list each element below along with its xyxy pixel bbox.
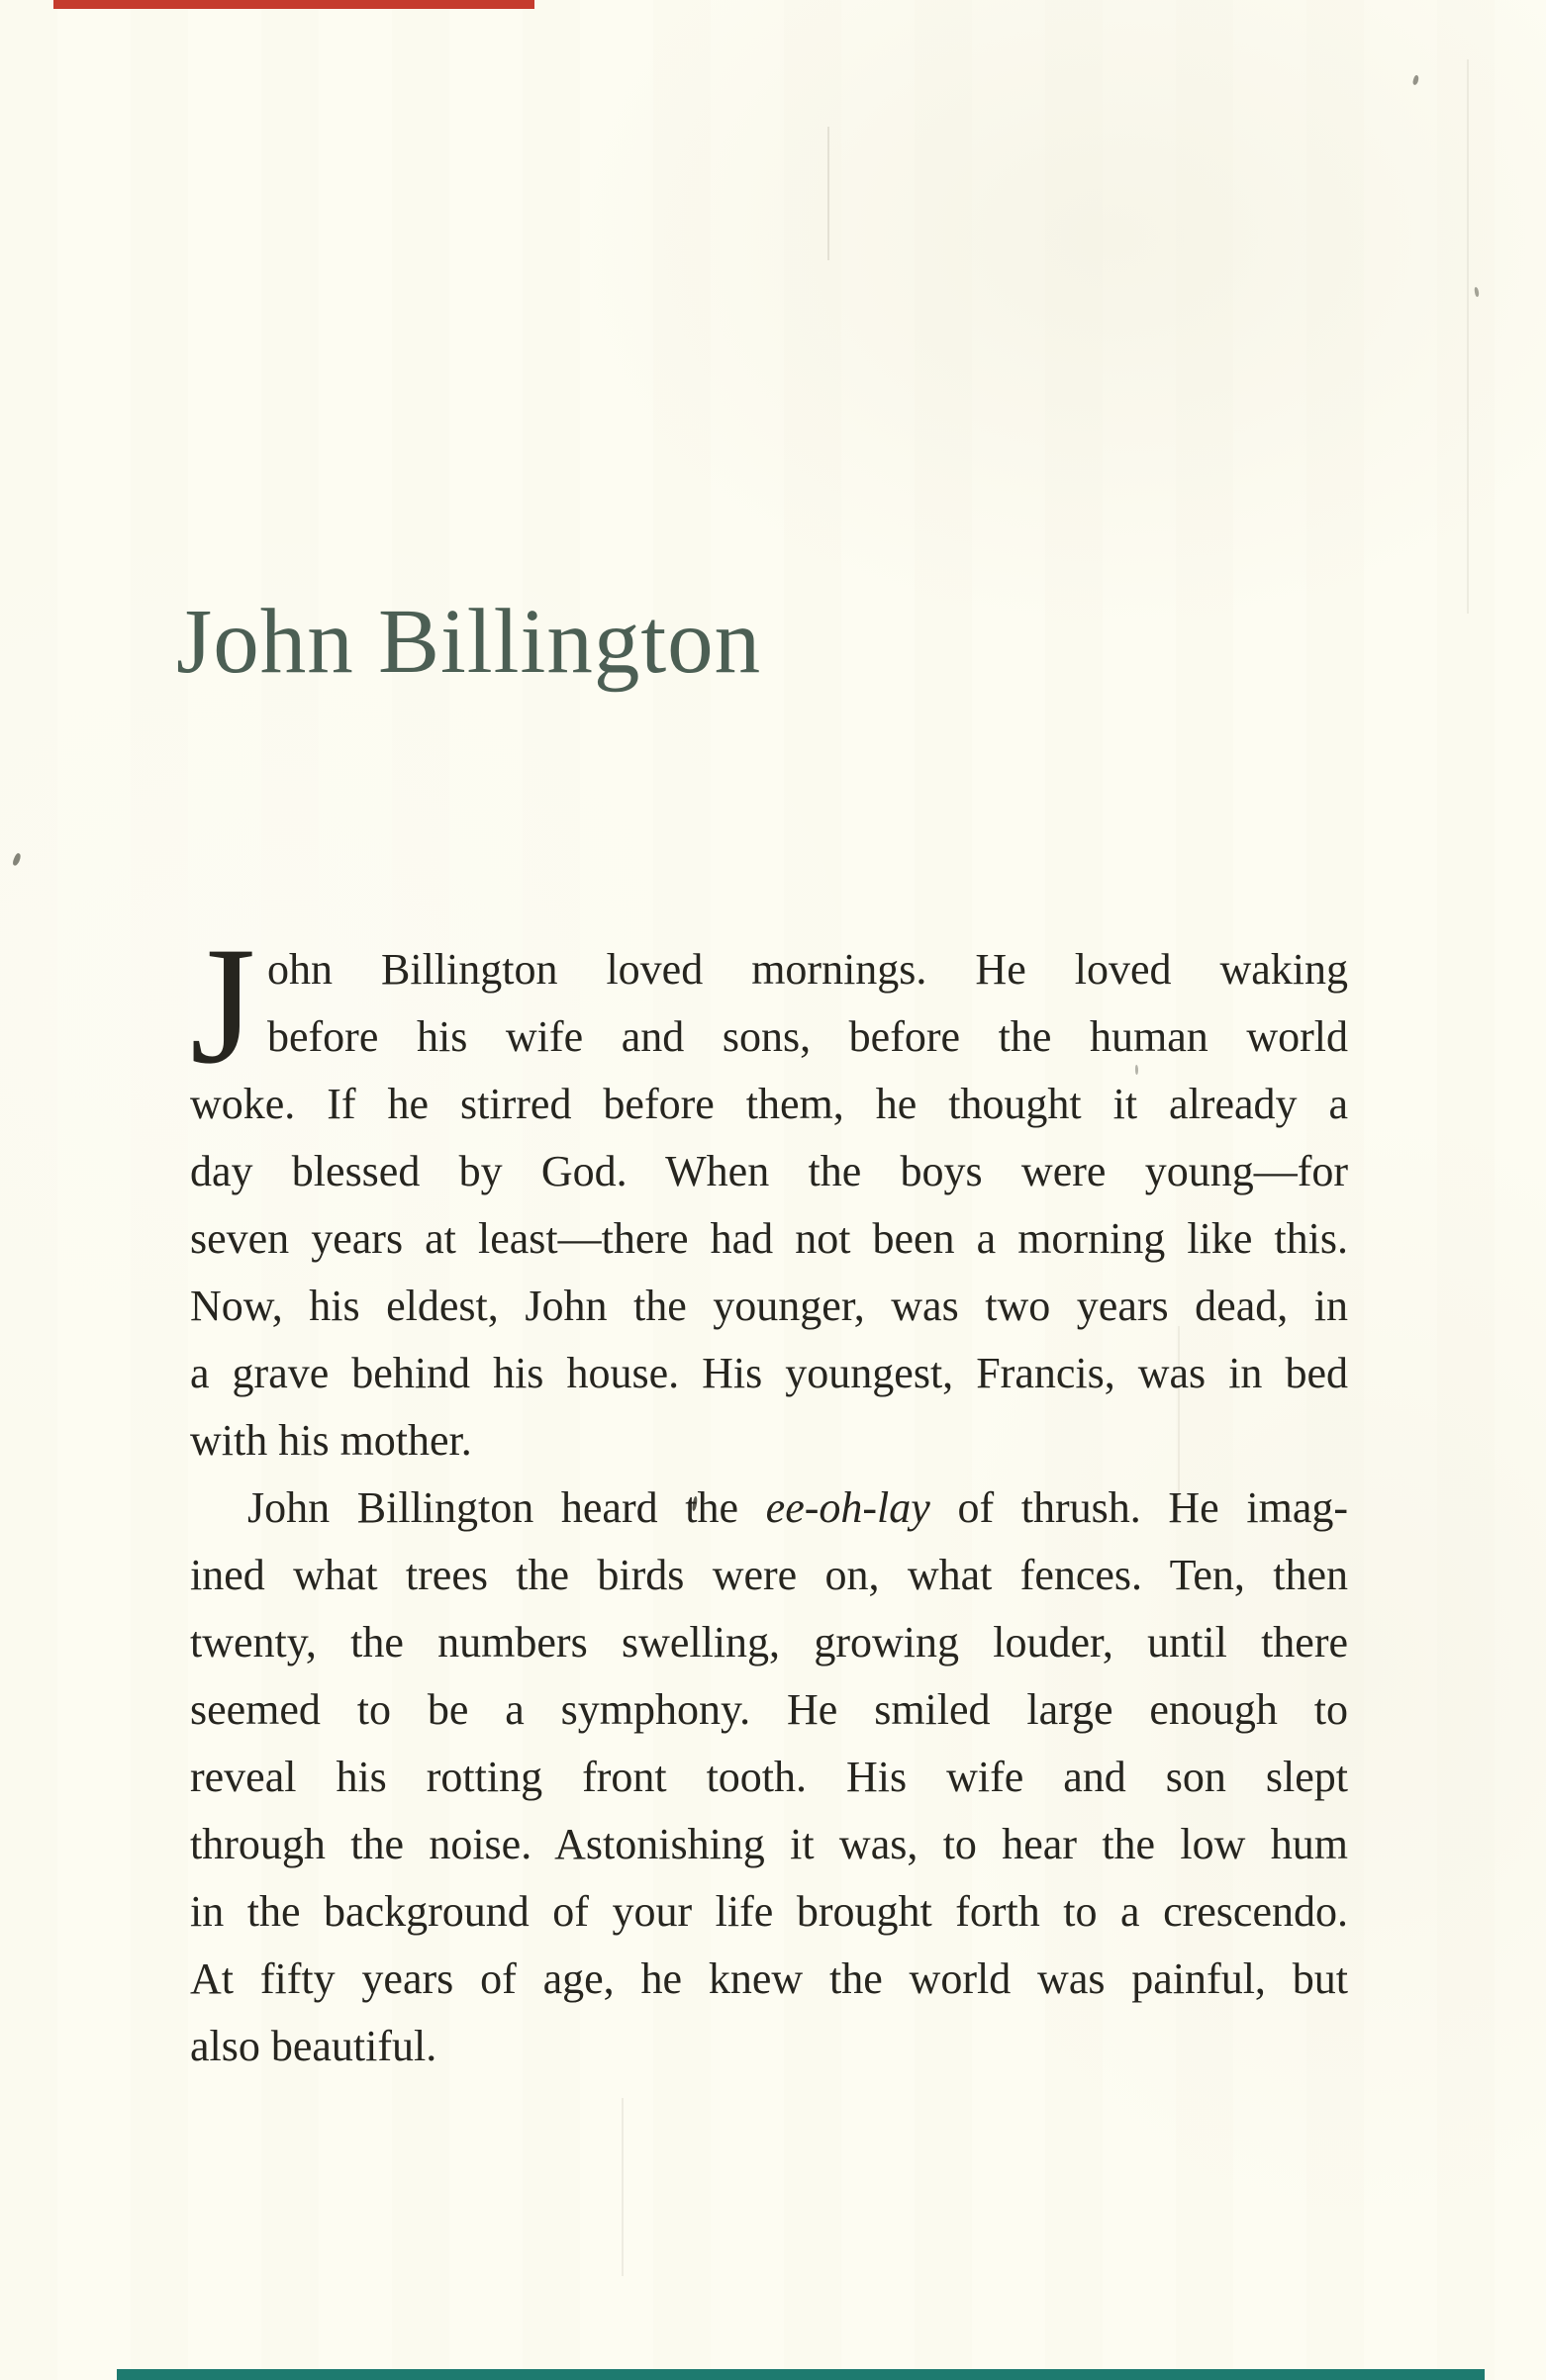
bottom-teal-edge-strip: [117, 2369, 1485, 2380]
text-segment: also beautiful.: [190, 2022, 437, 2070]
text-segment: with his mother.: [190, 1416, 472, 1465]
text-segment: John Billington heard the: [247, 1483, 766, 1532]
text-segment: of thrush. He imag-: [929, 1483, 1348, 1532]
text-segment: seven years at least—there had not been a morning like this.: [190, 1214, 1348, 1263]
text-segment: At fifty years of age, he knew the world was painful, but: [190, 1954, 1348, 2003]
scan-speck: [12, 852, 23, 866]
text-segment: in the background of your life brought forth to a crescendo.: [190, 1887, 1348, 1936]
paragraph: [190, 1475, 1348, 2080]
text-line: [190, 1138, 1348, 1205]
text-segment: ined what trees the birds were on, what fences. Ten, then: [190, 1551, 1348, 1599]
text-line: [190, 1609, 1348, 1676]
paragraph: [190, 912, 1348, 1475]
text-segment: a grave behind his house. His youngest, Francis, was in bed: [190, 1349, 1348, 1397]
italic-phrase: ee-oh-lay: [765, 1483, 930, 1532]
chapter-title: John Billington: [176, 591, 762, 694]
scan-speck: [1474, 287, 1479, 297]
text-segment: woke. If he stirred before them, he thought it already a: [190, 1080, 1348, 1128]
text-line: [190, 1205, 1348, 1273]
scan-crease: [622, 2098, 624, 2276]
text-line: [190, 936, 1348, 1003]
body-text: [190, 912, 1348, 2080]
scan-crease: [1467, 59, 1469, 614]
text-segment: twenty, the numbers swelling, growing louder, until there: [190, 1618, 1348, 1666]
text-line: [190, 1878, 1348, 1946]
text-segment: through the noise. Astonishing it was, to hear the low hum: [190, 1820, 1348, 1868]
text-line: [190, 1744, 1348, 1811]
text-line: [190, 2013, 1348, 2080]
text-segment: ohn Billington loved mornings. He loved waking: [267, 945, 1348, 994]
text-line: [190, 1407, 1348, 1475]
text-line: [190, 1003, 1348, 1071]
text-line: [190, 1946, 1348, 2013]
text-line: [190, 1071, 1348, 1138]
text-line: [190, 1273, 1348, 1340]
text-segment: before his wife and sons, before the human world: [267, 1012, 1348, 1061]
text-segment: seemed to be a symphony. He smiled large enough to: [190, 1685, 1348, 1734]
top-red-edge-strip: [53, 0, 534, 9]
text-segment: reveal his rotting front tooth. His wife and son slept: [190, 1753, 1348, 1801]
scan-crease: [827, 127, 829, 260]
text-line: [190, 1676, 1348, 1744]
scan-speck: [1412, 74, 1420, 85]
text-segment: Now, his eldest, John the younger, was two years dead, in: [190, 1282, 1348, 1330]
text-line: [190, 1811, 1348, 1878]
text-segment: day blessed by God. When the boys were young—for: [190, 1147, 1348, 1195]
text-line: [190, 1542, 1348, 1609]
drop-cap: J: [190, 912, 256, 1098]
text-line: [190, 1340, 1348, 1407]
text-line: [190, 1475, 1348, 1542]
